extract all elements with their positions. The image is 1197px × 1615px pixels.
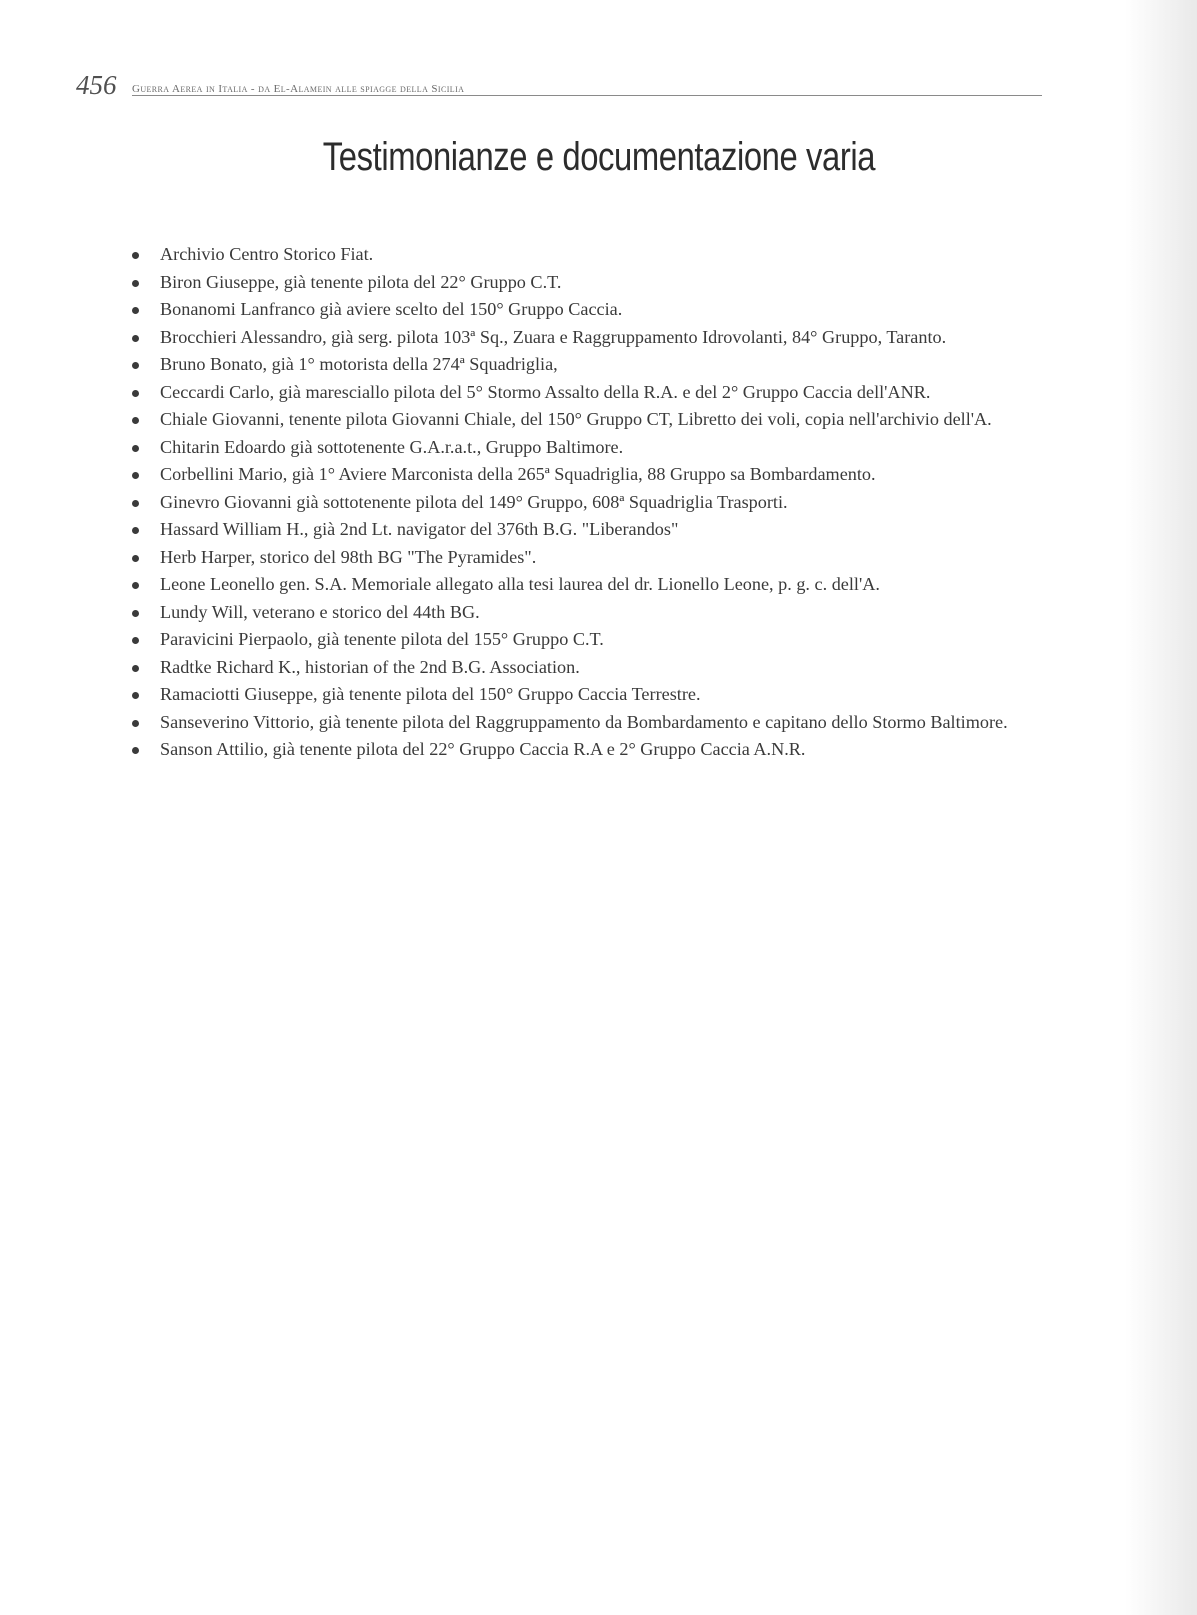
bullet-icon [132,252,139,259]
list-item-text: Chiale Giovanni, tenente pilota Giovanni Chiale, del 150° Gruppo CT, Libretto dei voli, copia nell'archivio dell'A. [160,409,992,429]
list-item-text: Leone Leonello gen. S.A. Memoriale allegato alla tesi laurea del dr. Lionello Leone, p. g. c. dell'A. [160,574,880,594]
running-title: Guerra Aerea in Italia - da El-Alamein alle spiagge della Sicilia [132,83,465,95]
bullet-icon [132,417,139,424]
list-item-text: Corbellini Mario, già 1° Aviere Marconista della 265ª Squadriglia, 88 Gruppo sa Bombardamento. [160,464,876,484]
bullet-icon [132,500,139,507]
list-item [160,544,1040,572]
bullet-icon [132,472,139,479]
bullet-icon [132,637,139,644]
list-item-text: Lundy Will, veterano e storico del 44th BG. [160,601,480,622]
list-item-text: Biron Giuseppe, già tenente pilota del 22° Gruppo C.T. [160,271,562,292]
list-item [160,461,1040,489]
bullet-icon [132,390,139,397]
section-title: Testimonianze e documentazione varia [322,135,876,179]
bullet-icon [132,362,139,369]
list-item-text: Radtke Richard K., historian of the 2nd B.G. Association. [160,656,580,677]
bullet-icon [132,445,139,452]
list-item [160,269,1040,297]
bullet-icon [132,665,139,672]
list-item-text: Chitarin Edoardo già sottotenente G.A.r.a.t., Gruppo Baltimore. [160,436,624,457]
list-item-text: Ginevro Giovanni già sottotenente pilota del 149° Gruppo, 608ª Squadriglia Trasporti. [160,491,788,512]
list-item-text: Ceccardi Carlo, già maresciallo pilota del 5° Stormo Assalto della R.A. e del 2° Gruppo Caccia dell'ANR. [160,381,931,402]
bullet-icon [132,307,139,314]
list-item [160,324,1040,352]
list-item [160,489,1040,517]
list-item-text: Ramaciotti Giuseppe, già tenente pilota del 150° Gruppo Caccia Terrestre. [160,684,701,704]
list-item [160,296,1040,324]
list-item [160,626,1040,654]
list-item-text: Herb Harper, storico del 98th BG "The Pyramides". [160,546,537,567]
list-item-text: Paravicini Pierpaolo, già tenente pilota del 155° Gruppo C.T. [160,629,604,649]
bullet-icon [132,555,139,562]
list-item [160,351,1040,379]
list-item [160,681,1040,709]
bullet-icon [132,692,139,699]
list-item [160,709,1040,737]
bullet-icon [132,280,139,287]
bullet-icon [132,610,139,617]
list-item-text: Bonanomi Lanfranco già aviere scelto del 150° Gruppo Caccia. [160,299,623,319]
list-item [160,599,1040,627]
running-header [76,70,1042,100]
list-item [160,516,1040,544]
list-item [160,571,1040,599]
page-number: 456 [76,70,117,100]
list-item [160,406,1040,434]
bullet-icon [132,527,139,534]
list-item-text: Sanseverino Vittorio, già tenente pilota del Raggruppamento da Bombardamento e capitano dello Stormo Baltimore. [160,711,1008,732]
list-item-text: Sanson Attilio, già tenente pilota del 22° Gruppo Caccia R.A e 2° Gruppo Caccia A.N.R. [160,739,806,759]
list-item-text: Hassard William H., già 2nd Lt. navigator del 376th B.G. "Liberandos" [160,519,679,539]
list-item [160,434,1040,462]
header-rule [132,95,1042,96]
bullet-icon [132,747,139,754]
list-item [160,241,1040,269]
bullet-icon [132,582,139,589]
bullet-icon [132,335,139,342]
list-item [160,654,1040,682]
list-item [160,736,1040,764]
list-item-text: Bruno Bonato, già 1° motorista della 274ª Squadriglia, [160,354,558,374]
list-item [160,379,1040,407]
list-item-text: Brocchieri Alessandro, già serg. pilota 103ª Sq., Zuara e Raggruppamento Idrovolanti, 84° Gruppo, Taranto. [160,326,947,347]
bullet-icon [132,720,139,727]
source-list [160,241,1040,764]
list-item-text: Archivio Centro Storico Fiat. [160,244,374,264]
